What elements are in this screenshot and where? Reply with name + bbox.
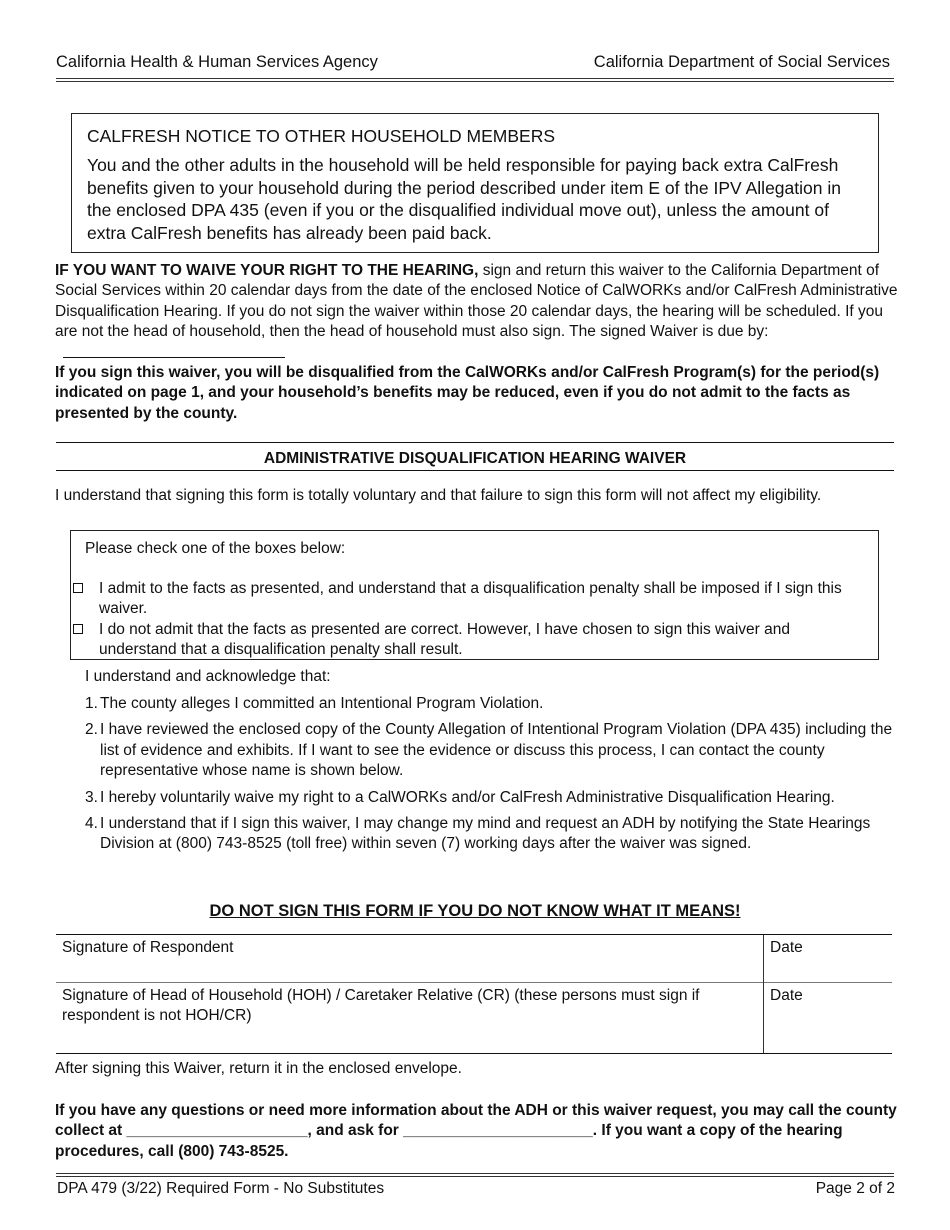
page-footer — [57, 1180, 895, 1198]
return-instructions: After signing this Waiver, return it in the enclosed envelope. — [55, 1060, 462, 1077]
form-id: DPA 479 (3/22) Required Form - No Substitutes — [57, 1180, 385, 1197]
calfresh-notice-box — [71, 113, 879, 253]
option-not-admit — [71, 620, 861, 661]
notice-title: CALFRESH NOTICE TO OTHER HOUSEHOLD MEMBERS — [87, 126, 556, 146]
waive-lead: IF YOU WANT TO WAIVE YOUR RIGHT TO THE HEARING, — [55, 262, 479, 279]
checkbox-section — [70, 530, 879, 660]
acknowledge-intro: I understand and acknowledge that: — [85, 668, 331, 685]
admit-checkbox[interactable] — [73, 583, 83, 593]
signature-table — [56, 934, 892, 1054]
option-admit-label: I admit to the facts as presented, and understand that a disqualification penalty shall be imposed if I sign this waiver. — [99, 580, 842, 618]
waive-instructions — [55, 261, 900, 364]
checkbox-intro: Please check one of the boxes below: — [85, 540, 346, 557]
list-item: 3. I hereby voluntarily waive my right to a CalWORKs and/or CalFresh Administrative Disqualification Hearing. — [85, 788, 835, 806]
list-item: 2. I have reviewed the enclosed copy of the County Allegation of Intentional Program Violation (DPA 435) including the list of evidence and exhibits. If I want to see the evidence or discuss this process, I can contact the county representative whose name is shown below. — [85, 721, 893, 780]
questions-contact: If you have any questions or need more information about the ADH or this waiver request, you may call the county collect at _____________________, and ask for ______________________. If you want a copy of the hearing procedures, call (800) 743-8525. — [55, 1102, 897, 1160]
acknowledge-list — [85, 694, 895, 861]
due-date-field[interactable] — [63, 343, 285, 358]
list-item: 1. The county alleges I committed an Intentional Program Violation. — [85, 695, 544, 712]
hoh-signature-field[interactable]: Signature of Head of Household (HOH) / Caretaker Relative (CR) (these persons must sign if respondent is not HOH/CR) — [56, 983, 764, 1054]
hoh-date-field[interactable]: Date — [764, 983, 893, 1054]
footer-divider — [56, 1173, 894, 1177]
notice-body: You and the other adults in the household will be held responsible for paying back extra CalFresh benefits given to your household during the period described under item E of the IPV Allegation in the enclosed DPA 435 (even if you or the disqualified individual move out), unless the amount of extra CalFresh benefits has already been paid back. — [87, 155, 841, 243]
not-admit-checkbox[interactable] — [73, 624, 83, 634]
respondent-date-field[interactable]: Date — [764, 935, 893, 983]
waive-body: sign and return this waiver to the California Department of Social Services within 20 calendar days from the date of the enclosed Notice of CalWORKs and/or CalFresh Administrative Disqualification Hearing. If you do not sign the waiver within those 20 calendar days, the hearing will be scheduled. If you are not the head of household, then the head of household must also sign. The signed Waiver is due by: — [55, 262, 898, 341]
department-name: California Department of Social Services — [593, 53, 890, 71]
respondent-signature-field[interactable]: Signature of Respondent — [56, 935, 764, 983]
page-number: Page 2 of 2 — [815, 1180, 895, 1197]
list-item: 4. I understand that if I sign this waiver, I may change my mind and request an ADH by notifying the State Hearings Division at (800) 743-8525 (toll free) within seven (7) working days after the waiver was signed. — [85, 815, 871, 853]
option-admit — [71, 579, 861, 620]
section-top-rule — [56, 442, 894, 443]
agency-name: California Health & Human Services Agency — [56, 53, 378, 71]
voluntary-statement: I understand that signing this form is totally voluntary and that failure to sign this form will not affect my eligibility. — [55, 487, 822, 504]
section-bottom-rule — [56, 470, 894, 471]
page-header — [56, 52, 890, 72]
do-not-sign-warning: DO NOT SIGN THIS FORM IF YOU DO NOT KNOW WHAT IT MEANS! — [209, 902, 741, 920]
section-title: ADMINISTRATIVE DISQUALIFICATION HEARING WAIVER — [263, 450, 687, 467]
header-divider — [56, 78, 894, 82]
option-not-admit-label: I do not admit that the facts as presented are correct. However, I have chosen to sign this waiver and understand that a disqualification penalty shall result. — [99, 621, 790, 659]
waive-warning: If you sign this waiver, you will be disqualified from the CalWORKs and/or CalFresh Program(s) for the period(s) indicated on page 1, and your household’s benefits may be reduced, even if you do not admit to the facts as presented by the county. — [55, 364, 880, 422]
